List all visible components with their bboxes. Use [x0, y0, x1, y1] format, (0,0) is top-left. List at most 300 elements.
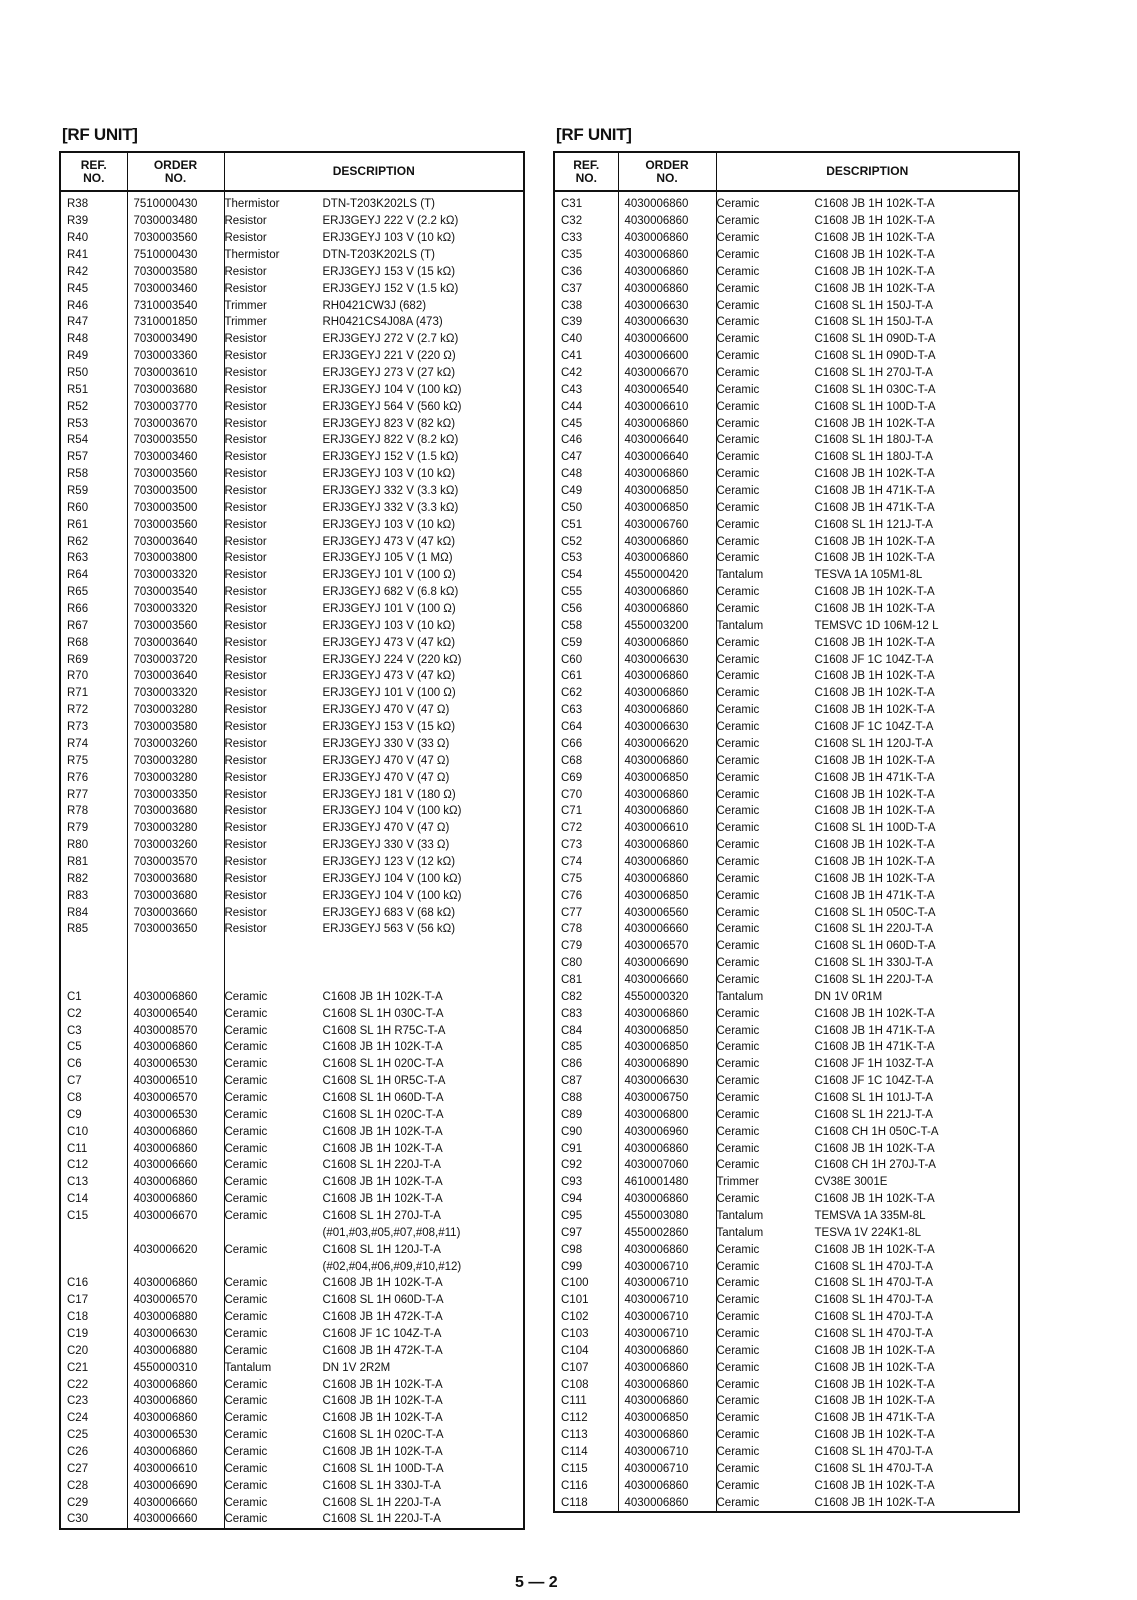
order-no-cell: 4030006610 — [127, 1460, 224, 1477]
order-no-cell: 7030003280 — [127, 752, 224, 769]
table-row — [554, 820, 1019, 837]
table-row — [60, 331, 524, 348]
ref-no-cell: R45 — [60, 280, 127, 297]
order-no-cell: 7030003460 — [127, 449, 224, 466]
part-type: Ceramic — [224, 1311, 268, 1324]
order-no-cell: 4030006710 — [618, 1309, 716, 1326]
part-spec: C1608 SL 1H 060D-T-A — [322, 1294, 444, 1307]
ref-no-cell: C49 — [554, 483, 618, 500]
table-row — [60, 381, 524, 398]
table-row — [60, 1494, 524, 1511]
part-spec: C1608 JB 1H 102K-T-A — [814, 232, 935, 245]
part-spec: (#02,#04,#06,#09,#10,#12) — [322, 1260, 462, 1273]
table-row — [554, 1342, 1019, 1359]
part-type: Tantalum — [716, 569, 764, 582]
description-cell — [224, 314, 524, 331]
description-cell — [224, 365, 524, 382]
description-cell — [224, 601, 524, 618]
description-cell — [716, 1309, 1019, 1326]
description-cell — [716, 348, 1019, 365]
part-type: Ceramic — [716, 788, 760, 801]
part-type: Ceramic — [716, 1412, 760, 1425]
order-no-cell: 7030003500 — [127, 483, 224, 500]
table-row — [554, 533, 1019, 550]
part-type: Tantalum — [716, 1226, 764, 1239]
order-no-cell: 4030006860 — [618, 263, 716, 280]
description-cell — [716, 331, 1019, 348]
ref-no-cell: R73 — [60, 719, 127, 736]
part-spec: C1608 SL 1H 060D-T-A — [814, 940, 936, 953]
part-spec: C1608 JB 1H 102K-T-A — [814, 1378, 935, 1391]
part-spec: ERJ3GEYJ 470 V (47 Ω) — [322, 822, 450, 835]
order-no-cell: 4030006690 — [127, 1477, 224, 1494]
part-spec: ERJ3GEYJ 104 V (100 kΩ) — [322, 889, 462, 902]
ref-no-cell: C36 — [554, 263, 618, 280]
part-type: Ceramic — [716, 872, 760, 885]
part-spec: ERJ3GEYJ 682 V (6.8 kΩ) — [322, 586, 459, 599]
ref-no-cell: C44 — [554, 398, 618, 415]
description-cell — [716, 1477, 1019, 1494]
order-no-cell: 7030003770 — [127, 398, 224, 415]
description-cell — [716, 601, 1019, 618]
ref-no-cell: R65 — [60, 584, 127, 601]
description-cell — [224, 1191, 524, 1208]
description-cell — [716, 191, 1019, 213]
description-cell — [716, 432, 1019, 449]
part-type: Resistor — [224, 333, 267, 346]
part-spec: C1608 JB 1H 102K-T-A — [322, 990, 443, 1003]
description-cell — [224, 499, 524, 516]
description-cell — [224, 854, 524, 871]
description-cell — [716, 1140, 1019, 1157]
part-spec: ERJ3GEYJ 330 V (33 Ω) — [322, 737, 450, 750]
order-no-cell: 4030006860 — [618, 837, 716, 854]
table-row — [554, 938, 1019, 955]
table-row — [60, 1241, 524, 1258]
table-row — [554, 1460, 1019, 1477]
table-row — [60, 1123, 524, 1140]
part-type: Tantalum — [716, 619, 764, 632]
ref-no-cell — [60, 972, 127, 989]
order-no-cell: 4030006660 — [127, 1157, 224, 1174]
part-type: Ceramic — [224, 1108, 268, 1121]
description-cell — [224, 1410, 524, 1427]
ref-no-cell: C86 — [554, 1056, 618, 1073]
part-spec: C1608 JB 1H 102K-T-A — [814, 468, 935, 481]
ref-no-cell: R46 — [60, 297, 127, 314]
page-number: 5 — 2 — [515, 1574, 558, 1591]
part-type: Ceramic — [716, 1091, 760, 1104]
part-spec: ERJ3GEYJ 123 V (12 kΩ) — [322, 855, 456, 868]
description-cell — [716, 483, 1019, 500]
table-row — [60, 533, 524, 550]
order-no-cell: 7030003640 — [127, 668, 224, 685]
description-cell — [716, 263, 1019, 280]
part-type: Resistor — [224, 367, 267, 380]
part-spec: TEMSVA 1A 335M-8L — [814, 1209, 926, 1222]
part-type: Ceramic — [716, 265, 760, 278]
part-spec: C1608 JB 1H 102K-T-A — [322, 1125, 443, 1138]
part-spec: C1608 JB 1H 102K-T-A — [814, 586, 935, 599]
ref-no-cell: C116 — [554, 1477, 618, 1494]
part-type: Ceramic — [716, 805, 760, 818]
table-row — [554, 1073, 1019, 1090]
order-no-cell: 7030003320 — [127, 601, 224, 618]
description-cell — [224, 230, 524, 247]
part-type: Resistor — [224, 704, 267, 717]
table-row — [60, 348, 524, 365]
part-spec: C1608 SL 1H 090D-T-A — [814, 333, 936, 346]
part-spec: C1608 JB 1H 102K-T-A — [814, 1142, 935, 1155]
ref-no-cell: C22 — [60, 1376, 127, 1393]
order-no-cell: 4030006750 — [618, 1090, 716, 1107]
part-spec: ERJ3GEYJ 103 V (10 kΩ) — [322, 619, 456, 632]
part-type: Ceramic — [716, 383, 760, 396]
part-type: Ceramic — [224, 1429, 268, 1442]
order-no-cell: 4030006760 — [618, 516, 716, 533]
ref-no-cell: C52 — [554, 533, 618, 550]
ref-no-cell: C99 — [554, 1258, 618, 1275]
table-row — [60, 499, 524, 516]
description-cell — [716, 1073, 1019, 1090]
order-no-cell: 4030006860 — [618, 752, 716, 769]
ref-no-cell: C89 — [554, 1106, 618, 1123]
part-type: Ceramic — [716, 1125, 760, 1138]
part-spec: C1608 JB 1H 102K-T-A — [814, 282, 935, 295]
ref-no-cell: C66 — [554, 736, 618, 753]
order-no-cell: 7310001850 — [127, 314, 224, 331]
ref-no-cell: R38 — [60, 191, 127, 213]
part-spec: C1608 SL 1H 470J-T-A — [814, 1446, 933, 1459]
part-type: Resistor — [224, 552, 267, 565]
table-row — [60, 1258, 524, 1275]
order-no-cell: 4030006530 — [127, 1427, 224, 1444]
description-cell — [224, 567, 524, 584]
table-row — [554, 702, 1019, 719]
ref-no-cell: R50 — [60, 365, 127, 382]
order-no-cell: 4030006850 — [618, 499, 716, 516]
ref-no-cell: C77 — [554, 904, 618, 921]
part-spec: TESVA 1V 224K1-8L — [814, 1226, 922, 1239]
description-cell — [224, 1140, 524, 1157]
order-no-cell: 4030006860 — [618, 854, 716, 871]
order-no-cell: 4030006600 — [618, 348, 716, 365]
order-no-cell: 4030006860 — [618, 1342, 716, 1359]
table-row — [554, 887, 1019, 904]
table-row — [554, 736, 1019, 753]
order-no-cell: 7510000430 — [127, 191, 224, 213]
table-row — [554, 685, 1019, 702]
description-cell — [716, 365, 1019, 382]
ref-no-cell: C59 — [554, 634, 618, 651]
part-spec: C1608 JB 1H 102K-T-A — [814, 552, 935, 565]
description-cell — [224, 1208, 524, 1225]
order-no-cell: 4030006660 — [127, 1511, 224, 1529]
part-spec: C1608 JF 1C 104Z-T-A — [814, 1075, 934, 1088]
part-type: Ceramic — [716, 485, 760, 498]
description-cell — [716, 1275, 1019, 1292]
part-type: Trimmer — [224, 299, 267, 312]
part-type: Ceramic — [224, 990, 268, 1003]
order-no-cell: 4030006860 — [618, 1241, 716, 1258]
description-cell — [716, 1460, 1019, 1477]
order-no-cell: 4030006540 — [127, 1005, 224, 1022]
part-spec: CV38E 3001E — [814, 1176, 888, 1189]
part-spec: (#01,#03,#05,#07,#08,#11) — [322, 1226, 461, 1239]
table-row — [554, 634, 1019, 651]
ref-no-cell: R53 — [60, 415, 127, 432]
part-type: Thermistor — [224, 198, 280, 211]
part-spec: C1608 SL 1H 470J-T-A — [814, 1277, 933, 1290]
ref-no-cell: R49 — [60, 348, 127, 365]
description-cell — [716, 1393, 1019, 1410]
ref-no-cell: C55 — [554, 584, 618, 601]
description-cell — [716, 1157, 1019, 1174]
order-no-cell: 4030006860 — [127, 1140, 224, 1157]
part-type: Resistor — [224, 619, 267, 632]
table-row — [60, 1359, 524, 1376]
table-row — [60, 1460, 524, 1477]
ref-no-cell: C37 — [554, 280, 618, 297]
part-spec: C1608 SL 1H 100D-T-A — [814, 400, 936, 413]
ref-no-cell: R79 — [60, 820, 127, 837]
description-cell — [224, 904, 524, 921]
part-spec: C1608 SL 1H 100D-T-A — [814, 822, 936, 835]
part-spec: C1608 SL 1H 150J-T-A — [814, 316, 933, 329]
table-row — [60, 398, 524, 415]
ref-no-cell: C68 — [554, 752, 618, 769]
ref-no-cell: C30 — [60, 1511, 127, 1529]
table-row — [554, 803, 1019, 820]
order-no-cell: 7030003490 — [127, 331, 224, 348]
part-type: Resistor — [224, 636, 267, 649]
part-type: Ceramic — [716, 704, 760, 717]
ref-no-cell: C95 — [554, 1208, 618, 1225]
table-row — [554, 1410, 1019, 1427]
part-type: Ceramic — [716, 468, 760, 481]
ref-no-cell: R64 — [60, 567, 127, 584]
part-spec: C1608 JB 1H 102K-T-A — [814, 872, 935, 885]
part-spec: C1608 SL 1H 221J-T-A — [814, 1108, 933, 1121]
order-no-cell: 7030003680 — [127, 803, 224, 820]
ref-no-cell: C23 — [60, 1393, 127, 1410]
part-type: Ceramic — [716, 1193, 760, 1206]
order-no-cell: 7030003280 — [127, 769, 224, 786]
part-spec: C1608 SL 1H 180J-T-A — [814, 451, 933, 464]
part-spec: C1608 JB 1H 102K-T-A — [814, 603, 935, 616]
part-type: Trimmer — [716, 1176, 759, 1189]
order-no-cell: 4030006860 — [127, 1444, 224, 1461]
order-no-cell — [127, 972, 224, 989]
table-row — [554, 1106, 1019, 1123]
description-cell — [224, 1376, 524, 1393]
order-no-cell: 7030003560 — [127, 516, 224, 533]
part-type: Resistor — [224, 434, 267, 447]
table-row — [60, 1410, 524, 1427]
order-no-cell: 4030006670 — [127, 1208, 224, 1225]
part-type: Resistor — [224, 485, 267, 498]
description-cell — [224, 702, 524, 719]
part-spec: C1608 SL 1H 020C-T-A — [322, 1058, 444, 1071]
ref-no-cell: R68 — [60, 634, 127, 651]
ref-no-cell: C101 — [554, 1292, 618, 1309]
description-cell — [224, 955, 524, 972]
part-spec: ERJ3GEYJ 221 V (220 Ω) — [322, 350, 456, 363]
description-cell — [224, 1005, 524, 1022]
order-no-cell: 7510000430 — [127, 247, 224, 264]
order-no-cell: 4030006690 — [618, 955, 716, 972]
ref-no-cell: C10 — [60, 1123, 127, 1140]
part-spec: C1608 JB 1H 102K-T-A — [322, 1378, 443, 1391]
ref-no-cell: R57 — [60, 449, 127, 466]
description-cell — [716, 837, 1019, 854]
description-cell — [716, 1444, 1019, 1461]
order-no-cell: 4030006610 — [618, 820, 716, 837]
part-spec: C1608 JF 1C 104Z-T-A — [814, 721, 934, 734]
part-spec: C1608 JB 1H 102K-T-A — [322, 1142, 443, 1155]
ref-no-cell: C51 — [554, 516, 618, 533]
part-type: Ceramic — [716, 232, 760, 245]
order-no-cell: 4030006860 — [618, 280, 716, 297]
order-no-cell: 4030006890 — [618, 1056, 716, 1073]
order-no-cell: 4030006710 — [618, 1444, 716, 1461]
description-cell — [224, 1056, 524, 1073]
table-row — [554, 1056, 1019, 1073]
table-row — [60, 1140, 524, 1157]
part-type: Ceramic — [716, 1024, 760, 1037]
part-spec: C1608 SL 1H 090D-T-A — [814, 350, 936, 363]
part-spec: C1608 JB 1H 471K-T-A — [814, 1041, 935, 1054]
part-spec: C1608 SL 1H 121J-T-A — [814, 518, 933, 531]
description-cell — [224, 668, 524, 685]
table-row — [60, 617, 524, 634]
description-cell — [716, 533, 1019, 550]
ref-no-cell: R61 — [60, 516, 127, 533]
description-cell — [224, 1460, 524, 1477]
ref-no-cell: C74 — [554, 854, 618, 871]
description-cell — [716, 786, 1019, 803]
table-row — [554, 668, 1019, 685]
part-type: Ceramic — [224, 1007, 268, 1020]
table-row — [60, 1174, 524, 1191]
table-row — [554, 499, 1019, 516]
ref-no-cell: R78 — [60, 803, 127, 820]
part-type: Tantalum — [716, 1209, 764, 1222]
ref-no-cell: C88 — [554, 1090, 618, 1107]
order-no-cell: 4030006600 — [618, 331, 716, 348]
order-no-cell: 4030006880 — [127, 1342, 224, 1359]
part-spec: C1608 JB 1H 102K-T-A — [814, 1429, 935, 1442]
part-type: Resistor — [224, 855, 267, 868]
table-row — [60, 921, 524, 938]
part-spec: C1608 SL 1H 220J-T-A — [322, 1159, 441, 1172]
ref-no-cell: C94 — [554, 1191, 618, 1208]
part-spec: C1608 SL 1H 150J-T-A — [814, 299, 933, 312]
ref-no-header-text: REF. NO. — [80, 157, 107, 185]
table-row — [554, 415, 1019, 432]
order-no-cell: 4030006850 — [618, 1410, 716, 1427]
order-no-cell: 4030006710 — [618, 1292, 716, 1309]
order-no-cell: 4030006620 — [127, 1241, 224, 1258]
table-row — [60, 1005, 524, 1022]
part-spec: C1608 JB 1H 102K-T-A — [814, 636, 935, 649]
ref-no-cell: C19 — [60, 1326, 127, 1343]
part-type: Ceramic — [716, 957, 760, 970]
part-type: Resistor — [224, 687, 267, 700]
ref-no-cell — [60, 1241, 127, 1258]
ref-no-cell: R40 — [60, 230, 127, 247]
part-spec: ERJ3GEYJ 473 V (47 kΩ) — [322, 535, 456, 548]
part-type: Resistor — [224, 906, 267, 919]
description-cell — [224, 972, 524, 989]
table-row — [60, 1511, 524, 1529]
table-row — [554, 752, 1019, 769]
part-type: Ceramic — [224, 1142, 268, 1155]
order-no-cell: 7030003260 — [127, 837, 224, 854]
description-cell — [716, 1039, 1019, 1056]
part-type: Resistor — [224, 771, 267, 784]
ref-no-cell: R71 — [60, 685, 127, 702]
part-type: Ceramic — [716, 400, 760, 413]
description-cell — [224, 1427, 524, 1444]
description-cell — [224, 415, 524, 432]
part-type: Ceramic — [716, 1462, 760, 1475]
table-row — [60, 365, 524, 382]
order-no-cell: 4550000420 — [618, 567, 716, 584]
table-row — [554, 1039, 1019, 1056]
order-no-cell: 4030006860 — [618, 668, 716, 685]
part-spec: C1608 SL 1H 050C-T-A — [814, 906, 936, 919]
order-no-cell: 7030003660 — [127, 904, 224, 921]
part-type: Ceramic — [716, 451, 760, 464]
order-no-cell: 4030006660 — [618, 972, 716, 989]
part-spec: C1608 JB 1H 102K-T-A — [322, 1277, 443, 1290]
table-row — [60, 213, 524, 230]
table-row — [554, 550, 1019, 567]
order-no-cell: 7030003650 — [127, 921, 224, 938]
ref-no-cell: C69 — [554, 769, 618, 786]
description-cell — [224, 1359, 524, 1376]
description-cell — [224, 1258, 524, 1275]
order-no-cell: 4030006860 — [618, 213, 716, 230]
description-cell — [224, 381, 524, 398]
ref-no-cell: C83 — [554, 1005, 618, 1022]
description-cell — [716, 1427, 1019, 1444]
table-row — [554, 854, 1019, 871]
part-type: Ceramic — [716, 1361, 760, 1374]
table-row — [554, 1005, 1019, 1022]
ref-no-cell: C108 — [554, 1376, 618, 1393]
ref-no-cell: C70 — [554, 786, 618, 803]
part-type: Ceramic — [716, 754, 760, 767]
ref-no-cell: C6 — [60, 1056, 127, 1073]
table-row — [554, 1224, 1019, 1241]
order-no-cell: 7030003280 — [127, 820, 224, 837]
part-type: Ceramic — [224, 1378, 268, 1391]
part-type: Ceramic — [716, 1108, 760, 1121]
ref-no-cell: R54 — [60, 432, 127, 449]
part-spec: C1608 JB 1H 102K-T-A — [814, 1344, 935, 1357]
ref-no-cell: R74 — [60, 736, 127, 753]
description-cell — [716, 668, 1019, 685]
order-no-cell: 4030006510 — [127, 1073, 224, 1090]
part-type: Ceramic — [224, 1328, 268, 1340]
part-type: Ceramic — [224, 1513, 268, 1526]
table-row — [60, 550, 524, 567]
part-type: Ceramic — [716, 1311, 760, 1324]
part-type: Ceramic — [716, 198, 760, 211]
ref-no-cell: C53 — [554, 550, 618, 567]
